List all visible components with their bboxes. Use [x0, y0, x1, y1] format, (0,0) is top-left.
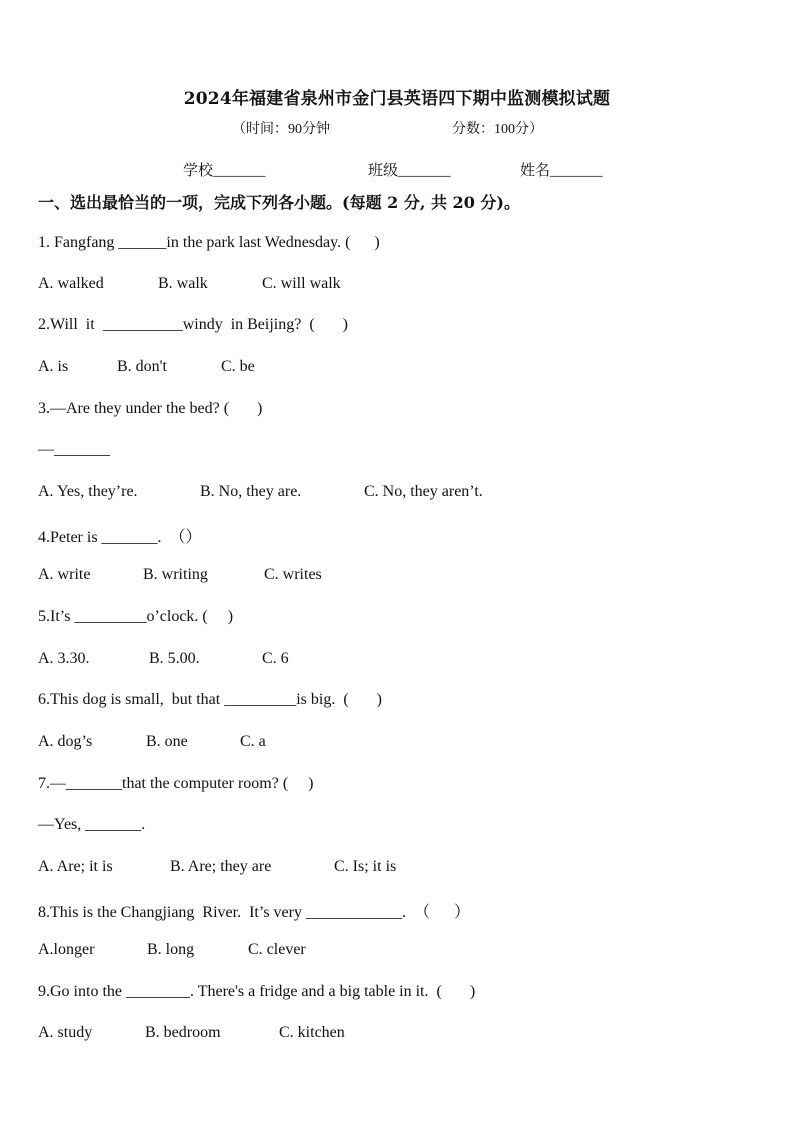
option-a: A. write: [38, 566, 91, 583]
option-c: C. writes: [264, 566, 322, 583]
option-c: C. kitchen: [279, 1024, 345, 1041]
option-c: C. clever: [248, 941, 306, 958]
option-a: A.longer: [38, 941, 95, 958]
option-a: A. 3.30.: [38, 650, 90, 667]
question-9: 9.Go into the ________. There's a fridge and a big table in it. ( ): [38, 983, 476, 1000]
option-a: A. is: [38, 358, 69, 375]
exam-score: 分数：100分）: [452, 122, 543, 137]
question-5-options: [38, 650, 289, 668]
class-field: 班级_______: [368, 163, 451, 179]
option-b: B. No, they are.: [200, 483, 302, 500]
option-b: B. writing: [143, 566, 208, 583]
option-c: C. No, they aren’t.: [364, 483, 483, 500]
question-1-options: [38, 275, 341, 293]
option-b: B. long: [147, 941, 195, 958]
option-c: C. be: [221, 358, 255, 375]
option-b: B. don't: [117, 358, 167, 375]
question-5: 5.It’s _________o’clock. ( ): [38, 608, 234, 625]
school-field: 学校_______: [183, 163, 266, 179]
name-field: 姓名_______: [520, 163, 603, 179]
question-8-options: [38, 941, 306, 959]
question-4: 4.Peter is _______. （）: [38, 529, 202, 546]
question-6-options: [38, 733, 266, 751]
option-a: A. Are; it is: [38, 858, 113, 875]
question-3-answer-line: —_______: [38, 441, 110, 458]
question-3: 3.—Are they under the bed? ( ): [38, 400, 263, 417]
question-6: 6.This dog is small, but that _________is big. ( ): [38, 691, 382, 708]
question-7-options: [38, 858, 396, 876]
exam-title: 2024年福建省泉州市金门县英语四下期中监测模拟试题: [183, 89, 611, 109]
question-7: 7.—_______that the computer room? ( ): [38, 775, 314, 792]
question-2: 2.Will it __________windy in Beijing? ( ): [38, 316, 348, 333]
option-a: A. walked: [38, 275, 104, 292]
option-a: A. study: [38, 1024, 93, 1041]
question-8: 8.This is the Changjiang River. It’s very ____________. （ ）: [38, 904, 470, 921]
question-4-options: [38, 566, 322, 584]
question-7-answer-line: —Yes, _______.: [38, 816, 146, 833]
question-3-options: [38, 483, 483, 501]
question-2-options: [38, 358, 255, 376]
option-b: B. Are; they are: [170, 858, 272, 875]
question-9-options: [38, 1024, 345, 1042]
option-c: C. a: [240, 733, 266, 750]
option-a: A. Yes, they’re.: [38, 483, 138, 500]
option-b: B. bedroom: [145, 1024, 221, 1041]
option-a: A. dog’s: [38, 733, 93, 750]
option-c: C. 6: [262, 650, 289, 667]
option-b: B. 5.00.: [149, 650, 200, 667]
option-b: B. one: [146, 733, 188, 750]
option-b: B. walk: [158, 275, 208, 292]
exam-time: （时间：90分钟: [232, 122, 330, 137]
option-c: C. Is; it is: [334, 858, 397, 875]
option-c: C. will walk: [262, 275, 341, 292]
question-1: 1. Fangfang ______in the park last Wednesday. ( ): [38, 234, 380, 251]
section-title: 一、选出最恰当的一项，完成下列各小题。(每题 2 分, 共 20 分)。: [38, 193, 520, 212]
